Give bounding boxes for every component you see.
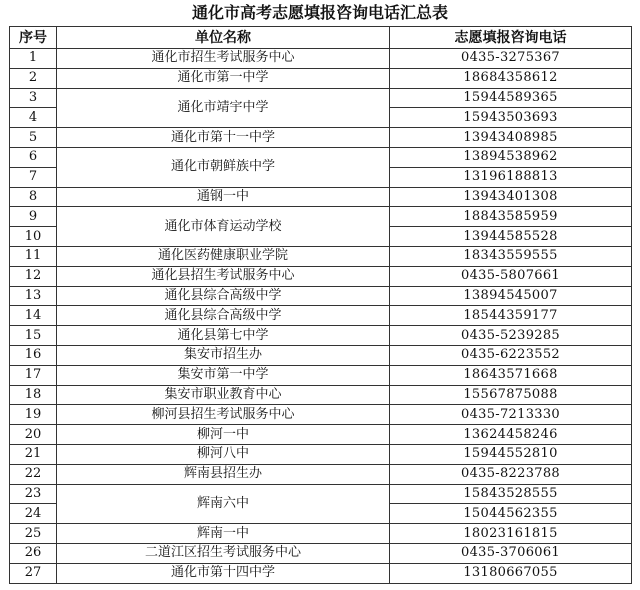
row-phone: 15944552810 xyxy=(390,444,632,464)
row-phone: 18843585959 xyxy=(390,207,632,227)
row-phone: 0435-6223552 xyxy=(390,345,632,365)
row-unit-name: 柳河县招生考试服务中心 xyxy=(57,405,390,425)
row-index: 4 xyxy=(10,108,57,128)
table-row xyxy=(10,88,632,108)
row-phone: 18544359177 xyxy=(390,306,632,326)
table-row xyxy=(10,266,632,286)
row-unit-name: 辉南六中 xyxy=(57,484,390,524)
table-row xyxy=(10,286,632,306)
row-index: 20 xyxy=(10,425,57,445)
contacts-table xyxy=(9,26,632,584)
row-index: 18 xyxy=(10,385,57,405)
row-unit-name: 通化市招生考试服务中心 xyxy=(57,49,390,69)
row-index: 27 xyxy=(10,563,57,583)
row-index: 7 xyxy=(10,167,57,187)
row-unit-name: 通化县综合高级中学 xyxy=(57,286,390,306)
row-index: 9 xyxy=(10,207,57,227)
row-unit-name: 通化市靖宇中学 xyxy=(57,88,390,128)
table-row xyxy=(10,306,632,326)
table-row xyxy=(10,385,632,405)
row-unit-name: 辉南县招生办 xyxy=(57,464,390,484)
header-unit-name: 单位名称 xyxy=(57,27,390,49)
row-index: 3 xyxy=(10,88,57,108)
table-row xyxy=(10,425,632,445)
row-index: 1 xyxy=(10,49,57,69)
row-phone: 13180667055 xyxy=(390,563,632,583)
row-phone: 13943401308 xyxy=(390,187,632,207)
table-row xyxy=(10,128,632,148)
table-row xyxy=(10,563,632,583)
row-phone: 15943503693 xyxy=(390,108,632,128)
row-unit-name: 集安市职业教育中心 xyxy=(57,385,390,405)
row-index: 26 xyxy=(10,543,57,563)
table-row xyxy=(10,49,632,69)
row-phone: 0435-7213330 xyxy=(390,405,632,425)
row-unit-name: 辉南一中 xyxy=(57,524,390,544)
row-phone: 15944589365 xyxy=(390,88,632,108)
table-body xyxy=(10,49,632,584)
header-index: 序号 xyxy=(10,27,57,49)
table-row xyxy=(10,484,632,504)
table-row xyxy=(10,187,632,207)
row-phone: 0435-3275367 xyxy=(390,49,632,69)
row-phone: 15044562355 xyxy=(390,504,632,524)
row-index: 12 xyxy=(10,266,57,286)
table-row xyxy=(10,207,632,227)
row-index: 24 xyxy=(10,504,57,524)
row-unit-name: 通化市第一中学 xyxy=(57,68,390,88)
table-row xyxy=(10,365,632,385)
header-phone: 志愿填报咨询电话 xyxy=(390,27,632,49)
row-phone: 13943408985 xyxy=(390,128,632,148)
row-index: 15 xyxy=(10,326,57,346)
row-index: 8 xyxy=(10,187,57,207)
row-phone: 0435-8223788 xyxy=(390,464,632,484)
row-unit-name: 通化市第十一中学 xyxy=(57,128,390,148)
row-unit-name: 柳河八中 xyxy=(57,444,390,464)
row-phone: 13196188813 xyxy=(390,167,632,187)
table-row xyxy=(10,246,632,266)
row-index: 2 xyxy=(10,68,57,88)
table-row xyxy=(10,326,632,346)
row-index: 10 xyxy=(10,227,57,247)
row-unit-name: 柳河一中 xyxy=(57,425,390,445)
row-index: 22 xyxy=(10,464,57,484)
row-unit-name: 通化县第七中学 xyxy=(57,326,390,346)
row-index: 6 xyxy=(10,147,57,167)
row-unit-name: 二道江区招生考试服务中心 xyxy=(57,543,390,563)
row-unit-name: 通化县综合高级中学 xyxy=(57,306,390,326)
table-row xyxy=(10,444,632,464)
row-index: 23 xyxy=(10,484,57,504)
row-unit-name: 通化市体育运动学校 xyxy=(57,207,390,247)
row-phone: 13624458246 xyxy=(390,425,632,445)
row-phone: 15567875088 xyxy=(390,385,632,405)
row-unit-name: 通化县招生考试服务中心 xyxy=(57,266,390,286)
row-phone: 13894538962 xyxy=(390,147,632,167)
table-row xyxy=(10,524,632,544)
row-index: 16 xyxy=(10,345,57,365)
table-row xyxy=(10,68,632,88)
row-phone: 0435-5807661 xyxy=(390,266,632,286)
row-phone: 13944585528 xyxy=(390,227,632,247)
row-index: 14 xyxy=(10,306,57,326)
row-unit-name: 集安市第一中学 xyxy=(57,365,390,385)
row-phone: 15843528555 xyxy=(390,484,632,504)
row-index: 19 xyxy=(10,405,57,425)
table-row xyxy=(10,345,632,365)
row-phone: 13894545007 xyxy=(390,286,632,306)
table-row xyxy=(10,147,632,167)
header-row xyxy=(10,27,632,49)
row-index: 25 xyxy=(10,524,57,544)
row-unit-name: 通钢一中 xyxy=(57,187,390,207)
row-index: 17 xyxy=(10,365,57,385)
row-phone: 18343559555 xyxy=(390,246,632,266)
row-unit-name: 通化市第十四中学 xyxy=(57,563,390,583)
row-index: 13 xyxy=(10,286,57,306)
row-index: 21 xyxy=(10,444,57,464)
row-unit-name: 通化医药健康职业学院 xyxy=(57,246,390,266)
page-title: 通化市高考志愿填报咨询电话汇总表 xyxy=(191,3,448,22)
table-row xyxy=(10,543,632,563)
row-index: 11 xyxy=(10,246,57,266)
row-phone: 0435-5239285 xyxy=(390,326,632,346)
row-unit-name: 集安市招生办 xyxy=(57,345,390,365)
row-unit-name: 通化市朝鲜族中学 xyxy=(57,147,390,187)
row-index: 5 xyxy=(10,128,57,148)
row-phone: 18023161815 xyxy=(390,524,632,544)
row-phone: 0435-3706061 xyxy=(390,543,632,563)
row-phone: 18643571668 xyxy=(390,365,632,385)
row-phone: 18684358612 xyxy=(390,68,632,88)
table-row xyxy=(10,464,632,484)
table-row xyxy=(10,405,632,425)
